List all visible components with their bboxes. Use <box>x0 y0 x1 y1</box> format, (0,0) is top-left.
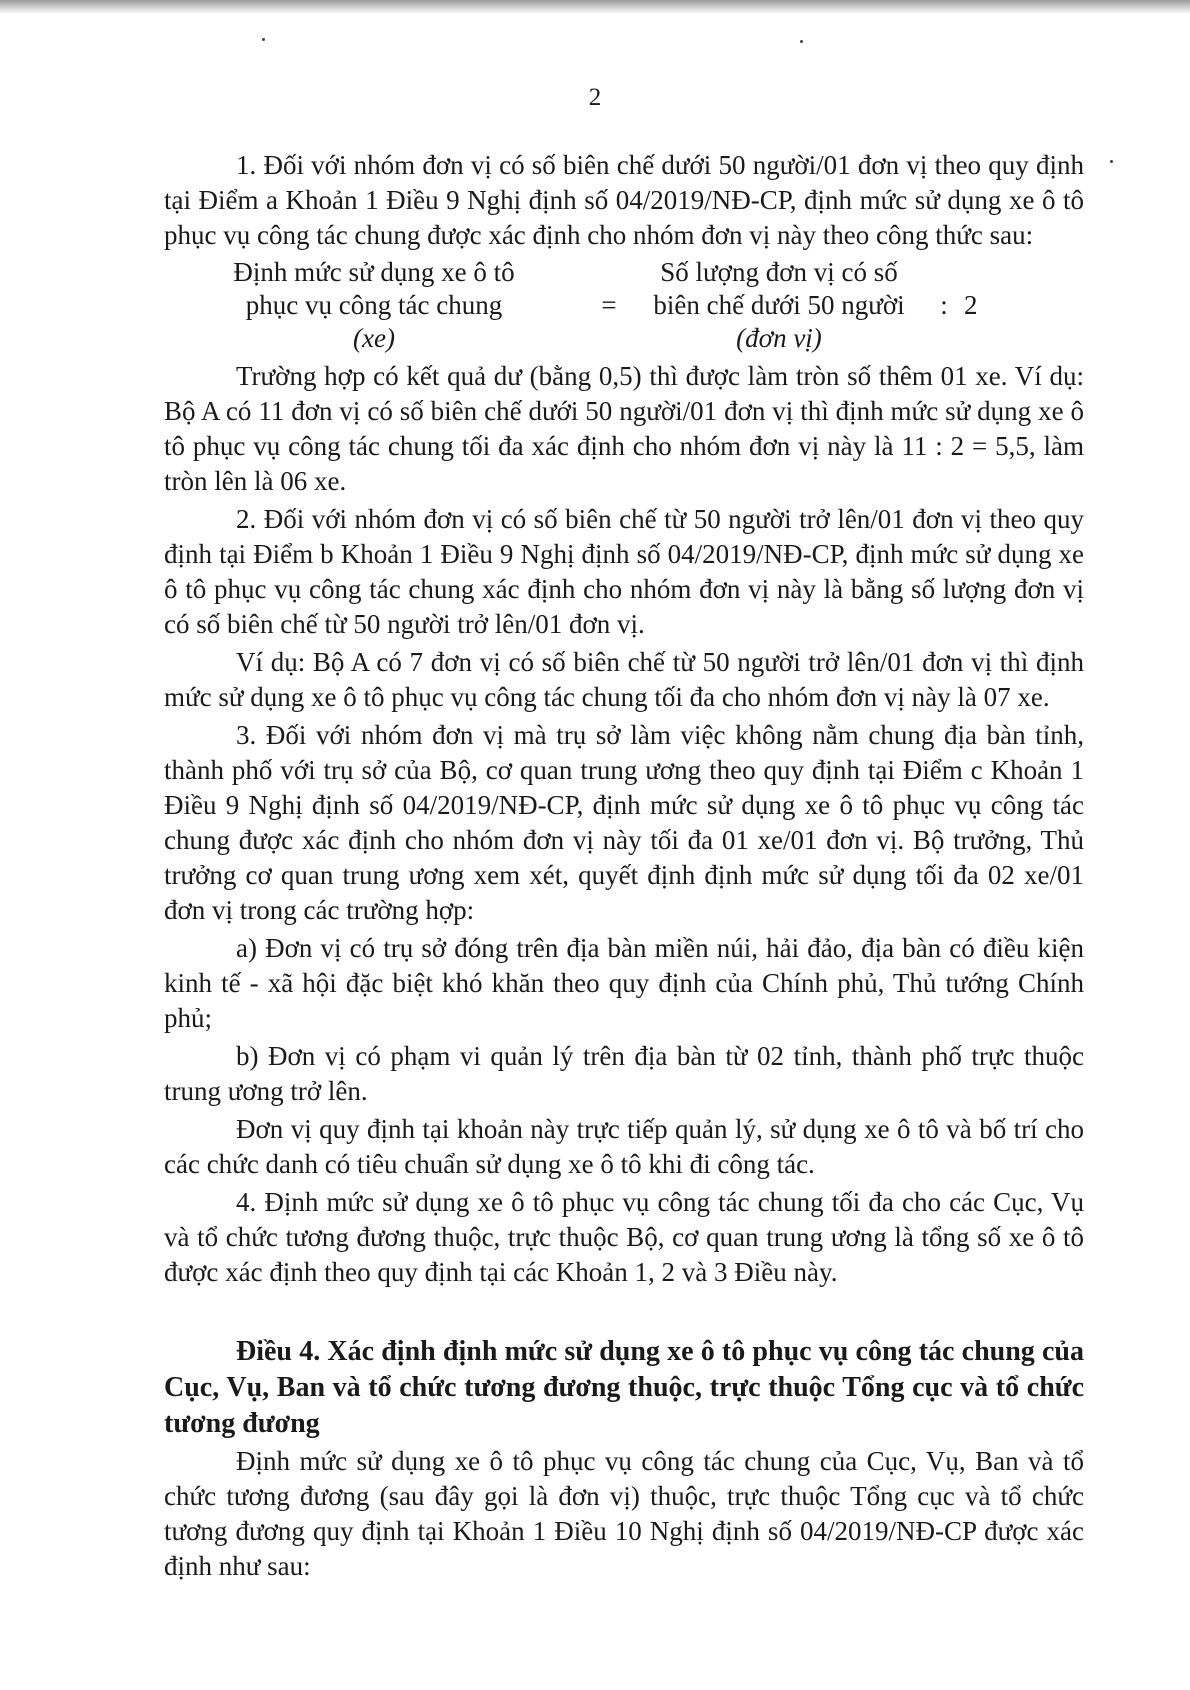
clause-3-paragraph: 3. Đối với nhóm đơn vị mà trụ sở làm việc không nằm chung địa bàn tỉnh, thành phố với trụ sở của Bộ, cơ quan trung ương theo quy định tại Điểm c Khoản 1 Điều 9 Nghị định số 04/2019/NĐ-CP, định mức sử dụng xe ô tô phục vụ công tác chung được xác định cho nhóm đơn vị này tối đa 01 xe/01 đơn vị. Bộ trưởng, Thủ trưởng cơ quan trung ương xem xét, quyết định định mức sử dụng tối đa 02 xe/01 đơn vị trong các trường hợp: <box>164 720 1084 925</box>
formula-equals: = <box>601 290 617 320</box>
article-4-heading: Điều 4. Xác định định mức sử dụng xe ô tô phục vụ công tác chung của Cục, Vụ, Ban và tổ chức tương đương thuộc, trực thuộc Tổng cục và tổ chức tương đương <box>164 1336 1084 1439</box>
formula-lhs-line1: Định mức sử dụng xe ô tô <box>233 257 515 287</box>
formula-divide-sign: : <box>940 290 948 320</box>
article-4-intro-paragraph: Định mức sử dụng xe ô tô phục vụ công tác chung của Cục, Vụ, Ban và tổ chức tương đương (sau đây gọi là đơn vị) thuộc, trực thuộc Tổng cục và tổ chức tương đương quy định tại Khoản 1 Điều 10 Nghị định số 04/2019/NĐ-CP được xác định như sau: <box>164 1446 1084 1581</box>
formula-rhs <box>634 256 924 355</box>
management-paragraph: Đơn vị quy định tại khoản này trực tiếp quản lý, sử dụng xe ô tô và bố trí cho các chức danh có tiêu chuẩn sử dụng xe ô tô khi đi công tác. <box>164 1114 1084 1179</box>
page-number: 2 <box>588 84 602 111</box>
scan-speck <box>800 40 803 43</box>
document-body <box>164 148 1084 1587</box>
scan-speck <box>1110 160 1113 163</box>
formula-rhs-line1: Số lượng đơn vị có số <box>660 257 898 287</box>
formula-rhs-line2: biên chế dưới 50 người <box>653 290 905 320</box>
formula-divisor: 2 <box>964 290 978 320</box>
clause-4-paragraph: 4. Định mức sử dụng xe ô tô phục vụ công tác chung tối đa cho các Cục, Vụ và tổ chức tương đương thuộc, trực thuộc Bộ, cơ quan trung ương là tổng số xe ô tô được xác định theo quy định tại các Khoản 1, 2 và 3 Điều này. <box>164 1187 1084 1287</box>
example-paragraph: Ví dụ: Bộ A có 7 đơn vị có số biên chế từ 50 người trở lên/01 đơn vị thì định mức sử dụng xe ô tô phục vụ công tác chung tối đa cho nhóm đơn vị này là 07 xe. <box>164 647 1084 712</box>
formula-lhs <box>164 256 584 355</box>
scan-speck <box>262 38 265 41</box>
clause-2-paragraph: 2. Đối với nhóm đơn vị có số biên chế từ 50 người trở lên/01 đơn vị theo quy định tại Điểm b Khoản 1 Điều 9 Nghị định số 04/2019/NĐ-CP, định mức sử dụng xe ô tô phục vụ công tác chung xác định cho nhóm đơn vị này là bằng số lượng đơn vị có số biên chế từ 50 người trở lên/01 đơn vị. <box>164 504 1084 639</box>
formula-lhs-unit: (xe) <box>353 323 395 353</box>
formula-lhs-line2: phục vụ công tác chung <box>245 290 503 320</box>
case-a-paragraph: a) Đơn vị có trụ sở đóng trên địa bàn miền núi, hải đảo, địa bàn có điều kiện kinh tế - xã hội đặc biệt khó khăn theo quy định của Chính phủ, Thủ tướng Chính phủ; <box>164 933 1084 1033</box>
scan-top-edge <box>0 0 1190 14</box>
clause-1-paragraph: 1. Đối với nhóm đơn vị có số biên chế dưới 50 người/01 đơn vị theo quy định tại Điểm a Khoản 1 Điều 9 Nghị định số 04/2019/NĐ-CP, định mức sử dụng xe ô tô phục vụ công tác chung được xác định cho nhóm đơn vị này theo công thức sau: <box>164 150 1084 250</box>
case-b-paragraph: b) Đơn vị có phạm vi quản lý trên địa bàn từ 02 tỉnh, thành phố trực thuộc trung ương trở lên. <box>164 1041 1084 1106</box>
rounding-note-paragraph: Trường hợp có kết quả dư (bằng 0,5) thì được làm tròn số thêm 01 xe. Ví dụ: Bộ A có 11 đơn vị có số biên chế dưới 50 người/01 đơn vị thì định mức sử dụng xe ô tô phục vụ công tác chung tối đa xác định cho nhóm đơn vị này là 11 : 2 = 5,5, làm tròn lên là 06 xe. <box>164 361 1084 496</box>
formula-block <box>164 256 1084 355</box>
formula-rhs-unit: (đơn vị) <box>736 323 822 353</box>
